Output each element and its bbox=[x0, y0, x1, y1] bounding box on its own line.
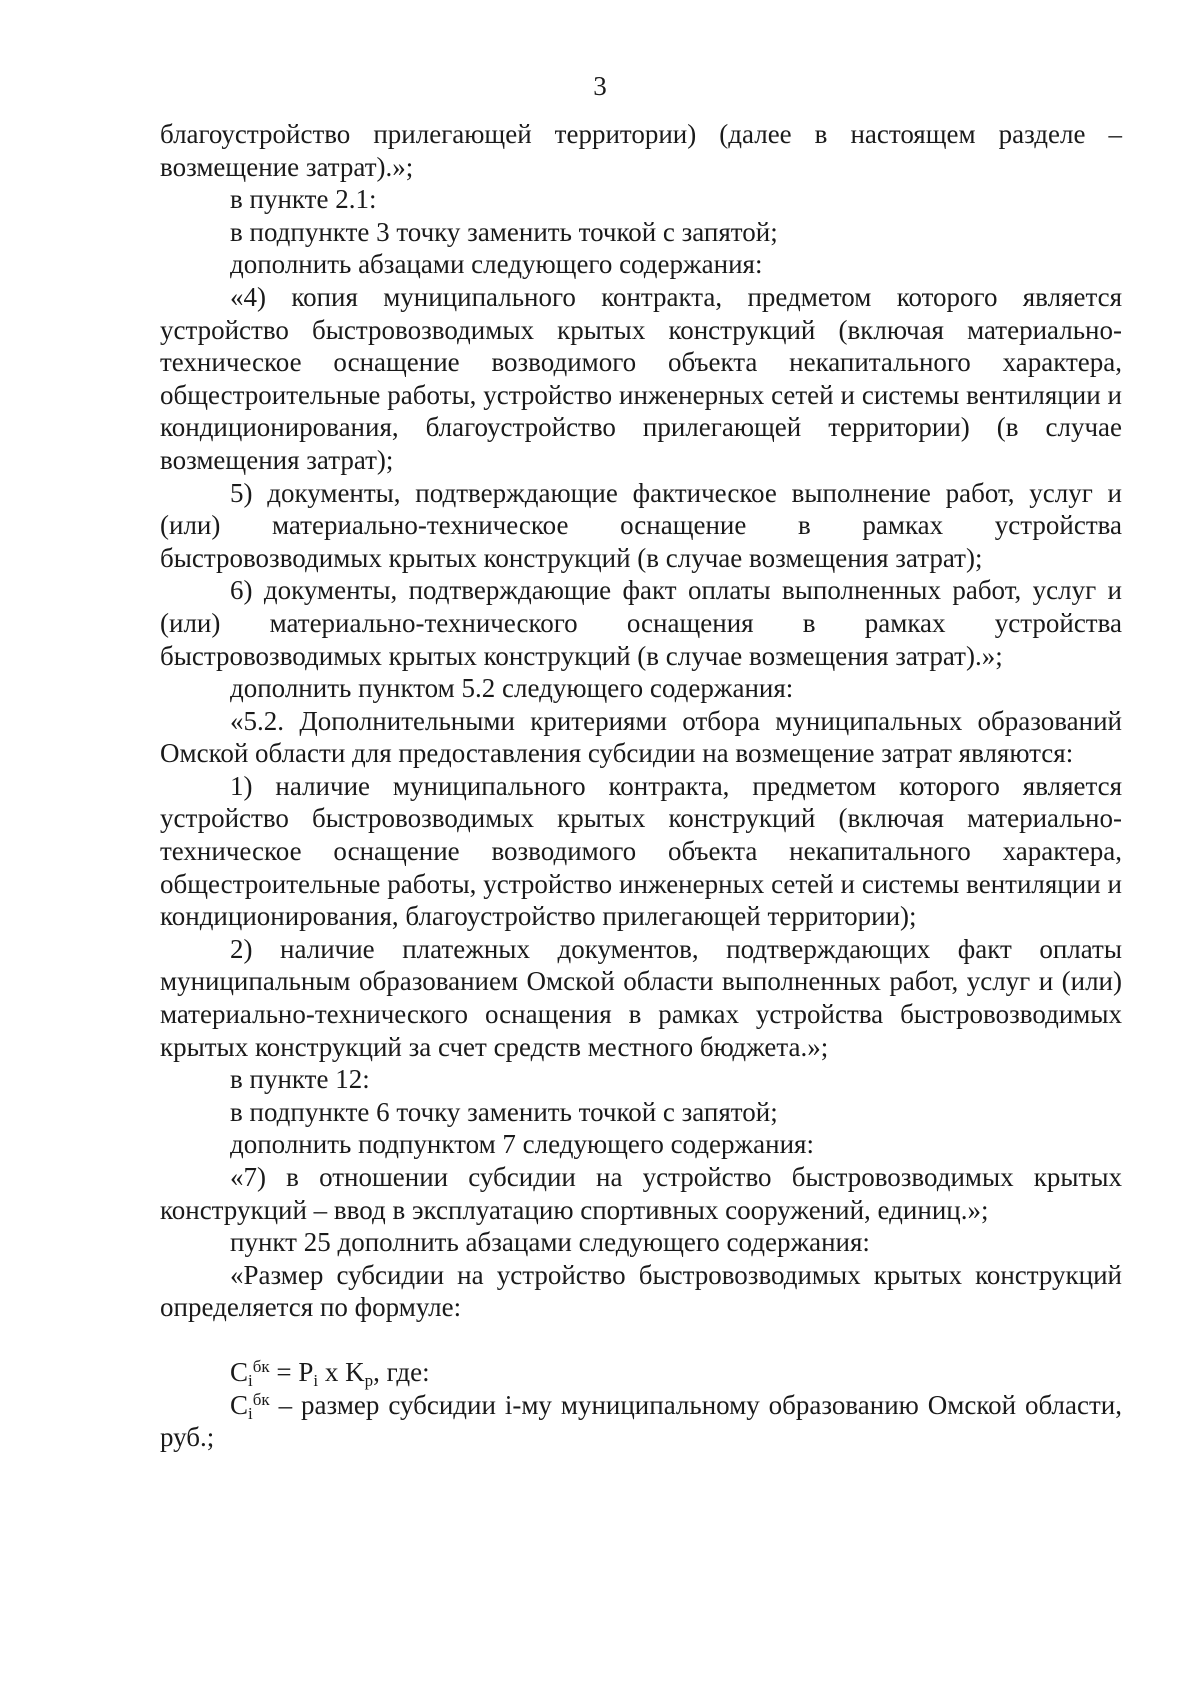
paragraph: пункт 25 дополнить абзацами следующего содержания: bbox=[230, 1227, 870, 1258]
definition-superscript: бк bbox=[252, 1389, 270, 1409]
paragraph: 5) документы, подтверждающие фактическое выполнение работ, услуг и (или) материально-техническое оснащение в рамках устройства быстровозводимых крытых конструкций (в случае возмещения затрат); bbox=[160, 477, 1122, 573]
paragraph: в подпункте 3 точку заменить точкой с запятой; bbox=[230, 216, 778, 247]
definition-symbol-c: C bbox=[230, 1389, 249, 1420]
formula-equals-p: = P bbox=[269, 1356, 314, 1387]
paragraph: дополнить подпунктом 7 следующего содержания: bbox=[230, 1129, 814, 1160]
formula-symbol-c: C bbox=[230, 1356, 249, 1387]
paragraph: 1) наличие муниципального контракта, предметом которого является устройство быстровозводимых крытых конструкций (включая материально-техническое оснащение возводимого объекта некапитального характера, общестроительные работы, устройство инженерных сетей и системы вентиляции и кондиционирования, благоустройство прилегающей территории); bbox=[160, 770, 1122, 932]
paragraph: дополнить абзацами следующего содержания: bbox=[230, 249, 763, 280]
definition-subscript: i bbox=[248, 1403, 253, 1423]
page-number: 3 bbox=[593, 71, 607, 101]
formula-superscript: бк bbox=[252, 1356, 270, 1376]
paragraph: «5.2. Дополнительными критериями отбора муниципальных образований Омской области для предоставления субсидии на возмещение затрат являются: bbox=[160, 705, 1122, 769]
paragraph: «Размер субсидии на устройство быстровозводимых крытых конструкций определяется по формуле: bbox=[160, 1259, 1122, 1323]
paragraph: в подпункте 6 точку заменить точкой с запятой; bbox=[230, 1096, 778, 1127]
paragraph: в пункте 12: bbox=[230, 1064, 370, 1095]
formula-tail: , где: bbox=[373, 1356, 430, 1387]
formula-times-k: x K bbox=[318, 1356, 365, 1387]
subsidy-formula bbox=[160, 1356, 1122, 1389]
paragraph: дополнить пунктом 5.2 следующего содержания: bbox=[230, 673, 794, 704]
paragraph: благоустройство прилегающей территории) (далее в настоящем разделе – возмещение затрат).»; bbox=[160, 119, 1122, 182]
formula-subscript: i bbox=[248, 1370, 253, 1390]
definition-paragraph bbox=[160, 1389, 1122, 1454]
paragraph: 2) наличие платежных документов, подтверждающих факт оплаты муниципальным образованием Омской области выполненных работ, услуг и (или) материально-технического оснащения в рамках устройства быстровозводимых крытых конструкций за счет средств местного бюджета.»; bbox=[160, 933, 1122, 1062]
formula-subscript: i bbox=[313, 1370, 319, 1390]
paragraph: «4) копия муниципального контракта, предметом которого является устройство быстровозводимых крытых конструкций (включая материально-техническое оснащение возводимого объекта некапитального характера, общестроительные работы, устройство инженерных сетей и системы вентиляции и кондиционирования, благоустройство прилегающей территории) (в случае возмещения затрат); bbox=[160, 281, 1122, 475]
formula-subscript: р bbox=[364, 1370, 374, 1390]
paragraph: «7) в отношении субсидии на устройство быстровозводимых крытых конструкций – ввод в эксплуатацию спортивных сооружений, единиц.»; bbox=[160, 1162, 1122, 1225]
document-body bbox=[160, 118, 1122, 1454]
definition-text: – размер субсидии i-му муниципальному образованию Омской области, руб.; bbox=[160, 1389, 1122, 1453]
paragraph: 6) документы, подтверждающие факт оплаты выполненных работ, услуг и (или) материально-технического оснащения в рамках устройства быстровозводимых крытых конструкций (в случае возмещения затрат).»; bbox=[160, 575, 1122, 671]
paragraph: в пункте 2.1: bbox=[230, 184, 377, 215]
